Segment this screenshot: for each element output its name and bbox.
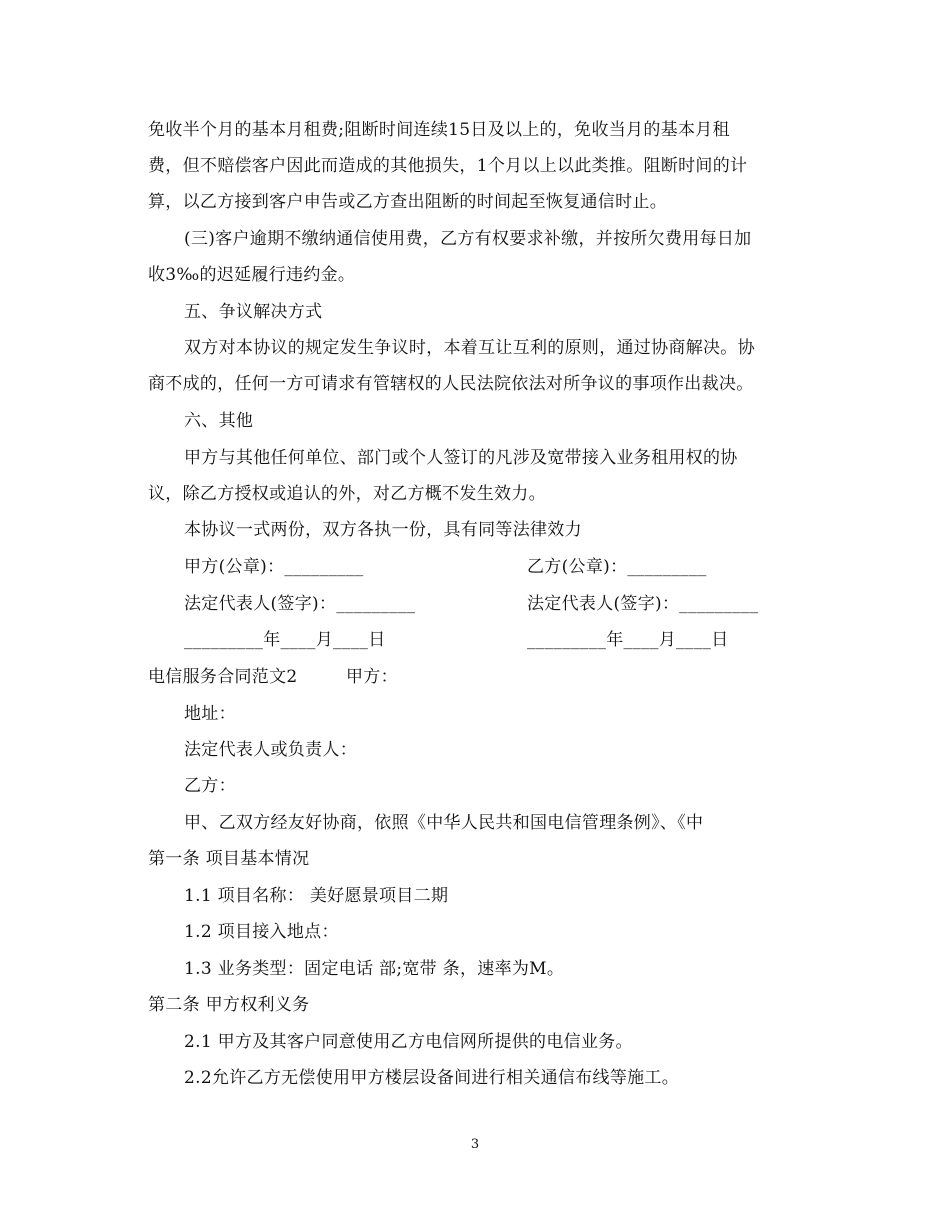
item-1-1: 1.1 项目名称： 美好愿景项目二期: [184, 886, 449, 906]
paragraph-line: 双方对本协议的规定发生争议时，本着互让互利的原则，通过协商解决。协: [184, 338, 755, 358]
paragraph-line: 本协议一式两份，双方各执一份，具有同等法律效力: [184, 520, 582, 540]
paragraph-line: 算，以乙方接到客户申告或乙方查出阻断的时间起至恢复通信时止。: [148, 192, 667, 212]
paragraph-line: 甲方与其他任何单位、部门或个人签订的凡涉及宽带接入业务租用权的协: [184, 448, 738, 468]
paragraph-line: 费，但不赔偿客户因此而造成的其他损失，1个月以上以此类推。阻断时间的计: [148, 156, 748, 176]
item-1-2: 1.2 项目接入地点：: [184, 922, 339, 942]
section-heading: 六、其他: [184, 411, 254, 431]
intro-line: 甲、乙双方经友好协商，依照《中华人民共和国电信管理条例》、《中: [184, 813, 704, 833]
party-a-date: _________年____月____日: [184, 630, 386, 650]
paragraph-line: (三)客户逾期不缴纳通信使用费，乙方有权要求补缴，并按所欠费用每日加: [184, 229, 752, 249]
paragraph-line: 商不成的，任何一方可请求有管辖权的人民法院依法对所争议的事项作出裁决。: [148, 374, 754, 394]
representative-label: 法定代表人或负责人：: [184, 740, 357, 760]
paragraph-line: 议，除乙方授权或追认的外，对乙方概不发生效力。: [148, 484, 546, 504]
item-1-3: 1.3 业务类型：固定电话 部;宽带 条，速率为M。: [184, 959, 565, 979]
article-1-heading: 第一条 项目基本情况: [148, 849, 310, 869]
document-heading: 电信服务合同范文2: [148, 667, 298, 687]
party-a-label: 甲方：: [346, 667, 398, 687]
article-2-heading: 第二条 甲方权利义务: [148, 995, 310, 1015]
item-2-1: 2.1 甲方及其客户同意使用乙方电信网所提供的电信业务。: [184, 1032, 633, 1052]
party-b-representative: 法定代表人(签字)：_________: [527, 594, 759, 614]
party-b-label: 乙方：: [184, 776, 236, 796]
item-2-2: 2.2允许乙方无偿使用甲方楼层设备间进行相关通信布线等施工。: [184, 1068, 680, 1088]
page-number: 3: [470, 1137, 480, 1152]
party-b-date: _________年____月____日: [527, 630, 729, 650]
party-a-representative: 法定代表人(签字)：_________: [184, 594, 416, 614]
paragraph-line: 收3‰的迟延履行违约金。: [148, 265, 356, 285]
paragraph-line: 免收半个月的基本月租费;阻断时间连续15日及以上的，免收当月的基本月租: [148, 120, 730, 140]
address-label: 地址：: [184, 704, 236, 724]
party-b-seal: 乙方(公章)：_________: [527, 557, 707, 577]
party-a-seal: 甲方(公章)：_________: [184, 557, 364, 577]
section-heading: 五、争议解决方式: [184, 302, 323, 322]
